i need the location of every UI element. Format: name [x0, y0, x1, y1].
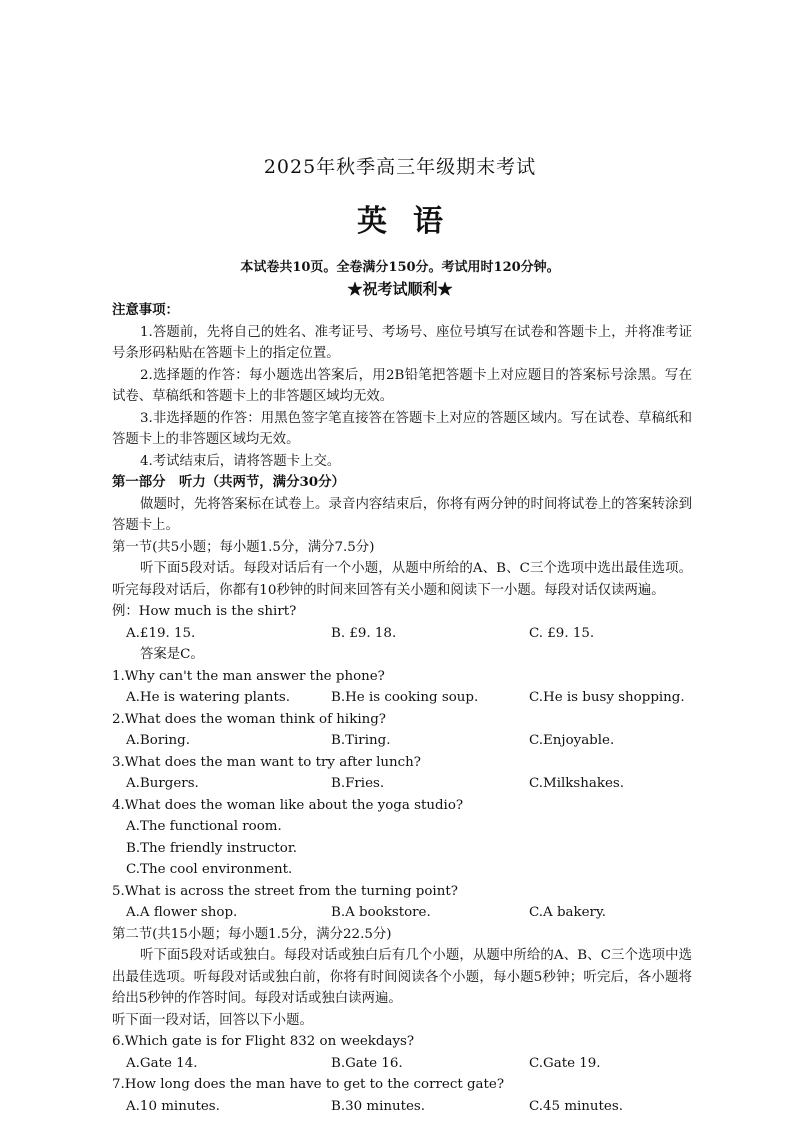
note-1: 1.答题前，先将自己的姓名、准考证号、考场号、座位号填写在试卷和答题卡上，并将准考证号条形码粘贴在答题卡上的指定位置。 [112, 324, 692, 361]
option-a: A.Boring. [126, 733, 190, 748]
question-5-options [112, 902, 692, 924]
example-answer: 答案是C。 [140, 647, 204, 662]
exam-title: 2025年秋季高三年级期末考试 [263, 156, 537, 178]
exam-meta: 本试卷共10页。全卷满分150分。考试用时120分钟。 [240, 260, 560, 275]
note-2: 2.选择题的作答：每小题选出答案后，用2B铅笔把答题卡上对应题目的答案标号涂黑。写在试卷、草稿纸和答题卡上的非答题区域均无效。 [112, 367, 692, 404]
example-question: 例：How much is the shirt? [112, 604, 297, 619]
section1-instructions: 听下面5段对话。每段对话后有一个小题，从题中所给的A、B、C三个选项中选出最佳选项。听完每段对话后，你都有10秒钟的时间来回答有关小题和阅读下一小题。每段对话仅读两遍。 [112, 561, 692, 598]
good-luck-banner: ★祝考试顺利★ [347, 280, 453, 298]
section1-heading: 第一节(共5小题；每小题1.5分，满分7.5分) [112, 539, 375, 555]
option-b: B.Tiring. [331, 733, 391, 748]
option-c: C.Gate 19. [529, 1055, 601, 1071]
option-a: A.10 minutes. [126, 1098, 220, 1114]
part1-instructions: 做题时，先将答案标在试卷上。录音内容结束后，你将有两分钟的时间将试卷上的答案转涂到答题卡上。 [112, 496, 692, 533]
question-1: 1.Why can't the man answer the phone? [112, 668, 385, 684]
exam-body [112, 300, 692, 1117]
option-c: C.45 minutes. [529, 1098, 623, 1114]
option-b: B.Fries. [331, 776, 385, 791]
example-option-c: C. £9. 15. [529, 625, 595, 641]
section2-heading: 第二节(共15小题；每小题1.5分，满分22.5分) [112, 926, 392, 942]
option-c: C.The cool environment. [126, 862, 293, 877]
option-a: A.He is watering plants. [126, 690, 291, 705]
option-c: C.He is busy shopping. [529, 690, 685, 705]
option-b: B.Gate 16. [331, 1055, 403, 1071]
option-b: B.A bookstore. [331, 905, 431, 920]
subject-title: 英语 [357, 204, 469, 239]
notes-heading: 注意事项： [112, 302, 179, 318]
section2-lead: 听下面一段对话，回答以下小题。 [112, 1012, 313, 1028]
option-b: B.30 minutes. [331, 1098, 426, 1114]
option-c: C.A bakery. [529, 905, 606, 920]
option-b: B.The friendly instructor. [126, 840, 298, 856]
question-2-options [112, 730, 692, 752]
option-c: C.Milkshakes. [529, 776, 625, 791]
question-3: 3.What does the man want to try after lunch? [112, 754, 421, 770]
question-3-options [112, 773, 692, 795]
section2-instructions: 听下面5段对话或独白。每段对话或独白后有几个小题，从题中所给的A、B、C三个选项中选出最佳选项。听每段对话或独白前，你将有时间阅读各个小题，每小题5秒钟；听完后，各小题将给出5秒钟的作答时间。每段对话或独白读两遍。 [112, 948, 692, 1006]
example-options [112, 623, 692, 645]
question-1-options [112, 687, 692, 709]
option-a: A.A flower shop. [126, 905, 238, 920]
question-7-options [112, 1096, 692, 1118]
question-2: 2.What does the woman think of hiking? [112, 711, 386, 727]
question-5: 5.What is across the street from the turning point? [112, 883, 458, 899]
note-3: 3.非选择题的作答：用黑色签字笔直接答在答题卡上对应的答题区域内。写在试卷、草稿纸和答题卡上的非答题区域均无效。 [112, 410, 692, 447]
example-option-b: B. £9. 18. [331, 625, 397, 641]
example-option-a: A.£19. 15. [126, 625, 196, 641]
note-4: 4.考试结束后，请将答题卡上交。 [140, 453, 341, 469]
question-6-options [112, 1053, 692, 1075]
option-a: A.Burgers. [126, 776, 199, 791]
option-c: C.Enjoyable. [529, 733, 615, 748]
question-6: 6.Which gate is for Flight 832 on weekdays? [112, 1034, 415, 1049]
option-b: B.He is cooking soup. [331, 690, 479, 705]
option-a: A.The functional room. [126, 819, 282, 834]
question-4: 4.What does the woman like about the yoga studio? [112, 797, 464, 813]
part1-heading: 第一部分 听力（共两节，满分30分） [112, 474, 345, 490]
question-7: 7.How long does the man have to get to the correct gate? [112, 1077, 505, 1092]
option-a: A.Gate 14. [126, 1055, 198, 1071]
